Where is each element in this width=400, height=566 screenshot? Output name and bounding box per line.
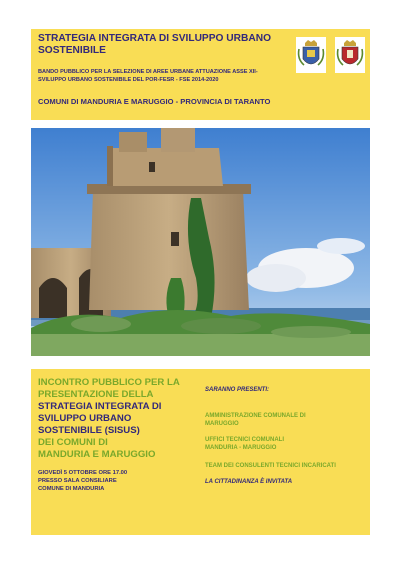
communes-highlight: DEI COMUNI DI [38, 437, 108, 448]
announce-line: INCONTRO PUBBLICO PER LA [38, 377, 180, 388]
attendees-heading: SARANNO PRESENTI: [205, 387, 270, 393]
strategy-line: STRATEGIA INTEGRATA DI [38, 401, 162, 412]
attendee-item [205, 436, 365, 452]
communes-line: COMUNI DI MANDURIA E MARUGGIO - PROVINCIA DI TARANTO [38, 97, 271, 106]
event-venue: PRESSO SALA CONSILIARE [38, 478, 117, 484]
call-description-line2: SVILUPPO URBANO SOSTENIBILE DEL POR-FESR - FSE 2014-2020 [38, 77, 219, 83]
strategy-line: SVILUPPO URBANO [38, 413, 132, 424]
header-panel [31, 29, 370, 120]
event-announcement [38, 377, 198, 493]
attendee-item-line: MANDURIA - MARUGGIO [205, 445, 277, 451]
attendee-item-line: AMMINISTRAZIONE COMUNALE DI [205, 413, 306, 419]
communes-highlight: MANDURIA E MARUGGIO [38, 449, 156, 460]
event-details [38, 469, 198, 493]
announce-line: PRESENTAZIONE DELLA [38, 389, 154, 400]
call-description-line1: BANDO PUBBLICO PER LA SELEZIONE DI AREE URBANE ATTUAZIONE ASSE XII- [38, 69, 258, 75]
event-panel [31, 369, 370, 535]
event-date: GIOVEDÌ 5 OTTOBRE ORE 17.00 [38, 470, 128, 476]
poster-title: STRATEGIA INTEGRATA DI SVILUPPO URBANO SOSTENIBILE [38, 33, 271, 56]
coat-of-arms-maruggio-icon [335, 37, 365, 73]
coat-of-arms-manduria-icon [296, 37, 326, 73]
attendee-item: TEAM DEI CONSULENTI TECNICI INCARICATI [205, 463, 336, 469]
call-description [38, 68, 293, 84]
invitation-note: LA CITTADINANZA È INVITATA [205, 479, 293, 485]
tower-photo [31, 128, 370, 356]
event-venue-city: COMUNE DI MANDURIA [38, 486, 105, 492]
attendee-item [205, 412, 365, 428]
strategy-line: SOSTENIBILE (SISUS) [38, 425, 140, 436]
attendee-item-line: UFFICI TECNICI COMUNALI [205, 437, 284, 443]
attendee-item-line: MARUGGIO [205, 421, 239, 427]
attendees-list [205, 386, 365, 486]
